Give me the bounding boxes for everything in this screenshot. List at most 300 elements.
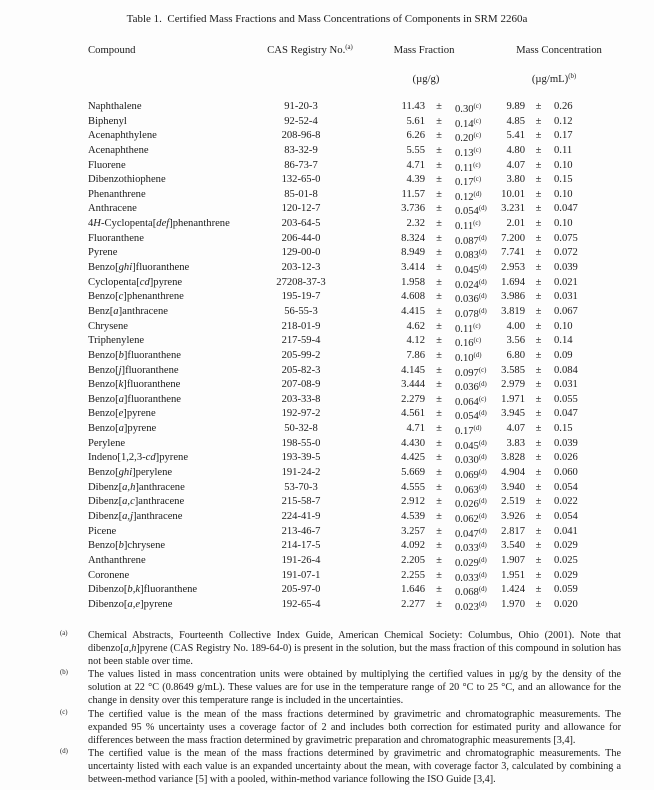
cas-number: 203-12-3	[281, 262, 321, 274]
mass-concentration-uncertainty: 0.084	[554, 364, 578, 376]
plus-minus-sign: ±	[436, 291, 442, 303]
mass-concentration-uncertainty: 0.022	[554, 496, 578, 508]
cas-number: 86-73-7	[284, 159, 318, 171]
mass-concentration-value: 4.85	[506, 115, 525, 127]
mass-concentration-uncertainty: 0.025	[554, 554, 578, 566]
mass-fraction-unit: (µg/g)	[412, 73, 440, 85]
plus-minus-sign: ±	[535, 115, 542, 127]
uncertainty-footnote-marker: (d)	[478, 439, 487, 447]
mass-fraction-value: 2.279	[401, 393, 425, 405]
mass-fraction-uncertainty: 0.029$^{(d)}$	[455, 556, 487, 569]
plus-minus-sign: ±	[436, 569, 442, 581]
compound-name: Dibenzo[a,e]pyrene	[88, 598, 173, 610]
mass-concentration-uncertainty: 0.072	[554, 247, 578, 259]
mass-fraction-value: 4.092	[401, 540, 425, 552]
mass-fraction-value: 11.57	[401, 188, 425, 200]
cas-number: 198-55-0	[281, 437, 321, 449]
mass-fraction-value: 4.539	[401, 510, 425, 522]
cas-number: 50-32-8	[284, 423, 318, 435]
plus-minus-sign: ±	[535, 101, 542, 112]
mass-concentration-unit	[494, 73, 614, 85]
uncertainty-footnote-marker: (d)	[478, 498, 487, 506]
plus-minus-sign: ±	[436, 115, 442, 127]
mass-concentration-uncertainty: 0.10	[554, 320, 573, 332]
plus-minus-sign: ±	[436, 467, 442, 479]
mass-concentration-uncertainty: 0.020	[554, 598, 578, 610]
mass-fraction-value: 4.71	[406, 159, 425, 171]
mass-concentration-uncertainty: 0.17	[554, 130, 573, 142]
plus-minus-sign: ±	[535, 291, 542, 303]
mass-fraction-value: 5.55	[406, 144, 425, 156]
compound-name: Fluoranthene	[88, 232, 144, 244]
mass-concentration-value: 10.01	[501, 188, 525, 200]
mass-fraction-uncertainty: 0.036$^{(d)}$	[455, 381, 487, 394]
column-header-compound: Compound	[88, 44, 136, 56]
uncertainty-footnote-marker: (d)	[478, 483, 487, 491]
compound-name: Picene	[88, 525, 117, 537]
uncertainty-footnote-marker: (d)	[478, 307, 487, 315]
uncertainty-footnote-marker: (d)	[478, 600, 487, 608]
compound-name: Benzo[j]fluoranthene	[88, 364, 179, 376]
table-row	[0, 305, 654, 320]
mass-fraction-uncertainty: 0.024$^{(d)}$	[455, 278, 487, 291]
cas-number: 53-70-3	[284, 481, 318, 493]
mass-concentration-value: 3.80	[506, 174, 525, 186]
cas-number: 192-97-2	[281, 408, 321, 420]
compound-name: Benzo[ghi]fluoranthene	[88, 262, 190, 274]
footnote-text: The values listed in mass concentration units were obtained by multiplying the certified values in µg/g by the density of the solution at 22 °C (0.8649 g/mL). These values are for use in the temperature range of 20 °C to 25 °C, and an allowance for the change in density over this temperature range is included in the uncertainties.	[88, 669, 621, 707]
uncertainty-footnote-marker: (c)	[473, 220, 481, 228]
mass-concentration-value: 9.89	[506, 101, 525, 112]
plus-minus-sign: ±	[436, 203, 442, 215]
table-row	[0, 393, 654, 408]
mass-fraction-uncertainty: 0.047$^{(d)}$	[455, 527, 487, 540]
mass-fraction-value: 2.32	[406, 218, 425, 230]
uncertainty-footnote-marker: (d)	[478, 234, 487, 242]
mass-fraction-value: 2.255	[401, 569, 425, 581]
plus-minus-sign: ±	[535, 423, 542, 435]
compound-name: Anthanthrene	[88, 554, 146, 566]
mass-fraction-uncertainty: 0.20$^{(c)}$	[455, 132, 482, 145]
plus-minus-sign: ±	[436, 554, 442, 566]
plus-minus-sign: ±	[535, 335, 542, 347]
table-row	[0, 510, 654, 525]
footnote-text: Chemical Abstracts, Fourteenth Collective Index Guide, American Chemical Society: Columbus, Ohio (2001). Note that dibenzo[a,h]pyrene (CAS Registry No. 189-64-0) is present in the solution, but the mass fraction of this compound in solution has not been stable over time.	[88, 630, 621, 668]
mass-fraction-value: 4.555	[401, 481, 425, 493]
plus-minus-sign: ±	[436, 437, 442, 449]
plus-minus-sign: ±	[436, 452, 442, 464]
plus-minus-sign: ±	[535, 203, 542, 215]
cas-number: 120-12-7	[281, 203, 321, 215]
table-row	[0, 583, 654, 598]
cas-number: 195-19-7	[281, 291, 321, 303]
plus-minus-sign: ±	[436, 393, 442, 405]
mass-fraction-value: 8.324	[401, 232, 425, 244]
mass-concentration-uncertainty: 0.059	[554, 584, 578, 596]
compound-name: Fluorene	[88, 159, 126, 171]
cas-number: 92-52-4	[284, 115, 318, 127]
cas-number: 192-65-4	[281, 598, 321, 610]
mass-concentration-value: 4.904	[501, 467, 525, 479]
mass-concentration-uncertainty: 0.029	[554, 540, 578, 552]
uncertainty-footnote-marker: (d)	[478, 512, 487, 520]
plus-minus-sign: ±	[436, 174, 442, 186]
cas-number: 56-55-3	[284, 305, 318, 317]
mass-concentration-value: 2.01	[506, 218, 525, 230]
table-body	[0, 100, 654, 612]
mass-fraction-uncertainty: 0.045$^{(d)}$	[455, 439, 487, 452]
cas-number: 132-65-0	[281, 174, 321, 186]
mass-concentration-uncertainty: 0.15	[554, 174, 573, 186]
plus-minus-sign: ±	[535, 510, 542, 522]
mass-concentration-value: 3.945	[501, 408, 525, 420]
compound-name: Indeno[1,2,3-cd]pyrene	[88, 452, 189, 464]
column-header-cas	[249, 44, 371, 56]
compound-name: Cyclopenta[cd]pyrene	[88, 276, 183, 288]
plus-minus-sign: ±	[436, 218, 442, 230]
mass-fraction-uncertainty: 0.087$^{(d)}$	[455, 234, 487, 247]
mass-fraction-uncertainty: 0.033$^{(d)}$	[455, 571, 487, 584]
compound-name: Dibenzo[b,k]fluoranthene	[88, 584, 198, 596]
plus-minus-sign: ±	[436, 540, 442, 552]
plus-minus-sign: ±	[436, 144, 442, 156]
mass-concentration-uncertainty: 0.041	[554, 525, 578, 537]
compound-name: 4H-Cyclopenta[def]phenanthrene	[88, 218, 230, 230]
compound-name: Anthracene	[88, 203, 137, 215]
uncertainty-footnote-marker: (c)	[478, 366, 487, 374]
uncertainty-footnote-marker: (d)	[478, 410, 487, 418]
footnote	[0, 629, 654, 668]
footnote-text: The certified value is the mean of the mass fractions determined by gravimetric and chromatographic measurements. The expanded 95 % uncertainty uses a coverage factor of 2 and includes both correction for estimated purity and allowance for differences between the mass fraction determined by gravimetric preparation and chromatographic measurements [3,4].	[88, 708, 621, 746]
mass-concentration-value: 2.953	[501, 262, 525, 274]
mass-concentration-uncertainty: 0.26	[554, 101, 573, 112]
compound-name: Perylene	[88, 437, 126, 449]
mass-fraction-uncertainty: 0.036$^{(d)}$	[455, 293, 487, 306]
uncertainty-footnote-marker: (d)	[478, 381, 487, 389]
mass-fraction-uncertainty: 0.078$^{(d)}$	[455, 307, 487, 320]
uncertainty-footnote-marker: (d)	[473, 425, 482, 433]
uncertainty-footnote-marker: (d)	[478, 469, 487, 477]
plus-minus-sign: ±	[535, 130, 542, 142]
mass-concentration-value: 4.07	[506, 423, 525, 435]
mass-fraction-value: 8.949	[401, 247, 425, 259]
compound-name: Pyrene	[88, 247, 118, 259]
compound-name: Benzo[b]fluoranthene	[88, 349, 181, 361]
table-row	[0, 554, 654, 569]
mass-fraction-uncertainty: 0.054$^{(d)}$	[455, 205, 487, 218]
plus-minus-sign: ±	[535, 569, 542, 581]
plus-minus-sign: ±	[535, 305, 542, 317]
cas-number: 217-59-4	[281, 335, 321, 347]
mass-concentration-uncertainty: 0.067	[554, 305, 578, 317]
mass-concentration-uncertainty: 0.054	[554, 481, 578, 493]
plus-minus-sign: ±	[535, 452, 542, 464]
table-row	[0, 173, 654, 188]
uncertainty-footnote-marker: (d)	[478, 556, 487, 564]
uncertainty-footnote-marker: (c)	[473, 103, 482, 110]
plus-minus-sign: ±	[535, 349, 542, 361]
cas-number: 129-00-0	[281, 247, 321, 259]
plus-minus-sign: ±	[436, 525, 442, 537]
mass-fraction-value: 5.669	[401, 467, 425, 479]
cas-header-text: CAS Registry No.	[267, 44, 346, 56]
uncertainty-footnote-marker: (d)	[473, 351, 482, 359]
mass-fraction-value: 2.277	[401, 598, 425, 610]
compound-name: Dibenz[a,j]anthracene	[88, 510, 183, 522]
table-row	[0, 202, 654, 217]
mass-concentration-value: 4.80	[506, 144, 525, 156]
mass-concentration-uncertainty: 0.15	[554, 423, 573, 435]
plus-minus-sign: ±	[535, 554, 542, 566]
plus-minus-sign: ±	[436, 262, 442, 274]
mass-fraction-uncertainty: 0.12$^{(d)}$	[455, 190, 482, 203]
mass-concentration-uncertainty: 0.031	[554, 291, 578, 303]
table-row	[0, 539, 654, 554]
compound-name: Naphthalene	[88, 101, 142, 112]
cas-header-footnote-marker: (a)	[345, 44, 353, 51]
table-row	[0, 320, 654, 335]
cas-number: 213-46-7	[281, 525, 321, 537]
plus-minus-sign: ±	[535, 174, 542, 186]
plus-minus-sign: ±	[436, 159, 442, 171]
mass-concentration-value: 4.00	[506, 320, 525, 332]
uncertainty-footnote-marker: (d)	[478, 586, 487, 594]
compound-name: Benzo[b]chrysene	[88, 540, 166, 552]
cas-number: 203-33-8	[281, 393, 321, 405]
mass-fraction-uncertainty: 0.13$^{(c)}$	[455, 146, 482, 159]
plus-minus-sign: ±	[436, 379, 442, 391]
compound-name: Benz[a]anthracene	[88, 305, 168, 317]
column-header-mass-concentration: Mass Concentration	[516, 44, 602, 56]
uncertainty-footnote-marker: (d)	[478, 249, 487, 257]
mass-fraction-uncertainty: 0.097$^{(c)}$	[455, 366, 487, 379]
plus-minus-sign: ±	[436, 408, 442, 420]
mass-fraction-value: 4.415	[401, 305, 425, 317]
mass-concentration-value: 1.971	[501, 393, 525, 405]
plus-minus-sign: ±	[535, 467, 542, 479]
mass-concentration-uncertainty: 0.060	[554, 467, 578, 479]
plus-minus-sign: ±	[436, 584, 442, 596]
mass-concentration-uncertainty: 0.039	[554, 262, 578, 274]
footnote-marker: (d)	[60, 747, 68, 755]
uncertainty-footnote-marker: (c)	[473, 322, 481, 330]
mass-fraction-value: 4.430	[401, 437, 425, 449]
cas-number: 207-08-9	[281, 379, 321, 391]
plus-minus-sign: ±	[535, 276, 542, 288]
mass-concentration-value: 2.817	[501, 525, 525, 537]
plus-minus-sign: ±	[436, 188, 442, 200]
mass-concentration-uncertainty: 0.075	[554, 232, 578, 244]
table-row	[0, 378, 654, 393]
uncertainty-footnote-marker: (d)	[478, 542, 487, 550]
compound-name: Phenanthrene	[88, 188, 146, 200]
mass-fraction-uncertainty: 0.083$^{(d)}$	[455, 249, 487, 262]
mass-fraction-uncertainty: 0.17$^{(c)}$	[455, 176, 482, 189]
table-row	[0, 159, 654, 174]
table-row	[0, 276, 654, 291]
mass-fraction-value: 3.444	[401, 379, 425, 391]
plus-minus-sign: ±	[436, 320, 442, 332]
cas-number: 191-26-4	[281, 554, 321, 566]
mass-fraction-value: 5.61	[406, 115, 425, 127]
table-row	[0, 525, 654, 540]
table-row	[0, 334, 654, 349]
mass-fraction-value: 2.205	[401, 554, 425, 566]
mass-concentration-uncertainty: 0.10	[554, 218, 573, 230]
mass-concentration-uncertainty: 0.029	[554, 569, 578, 581]
plus-minus-sign: ±	[535, 188, 542, 200]
compound-name: Benzo[a]fluoranthene	[88, 393, 181, 405]
mass-concentration-uncertainty: 0.039	[554, 437, 578, 449]
mass-concentration-value: 3.540	[501, 540, 525, 552]
mass-concentration-uncertainty: 0.09	[554, 349, 573, 361]
plus-minus-sign: ±	[436, 276, 442, 288]
cas-number: 205-99-2	[281, 349, 321, 361]
footnote	[0, 747, 654, 786]
compound-name: Dibenz[a,c]anthracene	[88, 496, 185, 508]
mass-concentration-value: 3.83	[506, 437, 525, 449]
cas-number: 205-82-3	[281, 364, 321, 376]
table-row	[0, 466, 654, 481]
plus-minus-sign: ±	[436, 335, 442, 347]
footnote-marker: (a)	[60, 630, 68, 637]
cas-number: 83-32-9	[284, 144, 318, 156]
plus-minus-sign: ±	[535, 525, 542, 537]
table-row	[0, 129, 654, 144]
compound-name: Acenaphthene	[88, 144, 149, 156]
mass-fraction-value: 4.608	[401, 291, 425, 303]
plus-minus-sign: ±	[535, 159, 542, 171]
plus-minus-sign: ±	[436, 349, 442, 361]
compound-name: Dibenz[a,h]anthracene	[88, 481, 185, 493]
mass-fraction-uncertainty: 0.16$^{(c)}$	[455, 337, 482, 350]
mass-concentration-uncertainty: 0.10	[554, 188, 573, 200]
plus-minus-sign: ±	[535, 262, 542, 274]
plus-minus-sign: ±	[436, 305, 442, 317]
mass-fraction-uncertainty: 0.030$^{(d)}$	[455, 454, 487, 467]
mass-fraction-uncertainty: 0.064$^{(c)}$	[455, 395, 487, 408]
mass-fraction-value: 3.736	[401, 203, 425, 215]
mass-concentration-value: 3.940	[501, 481, 525, 493]
plus-minus-sign: ±	[436, 130, 442, 142]
plus-minus-sign: ±	[436, 364, 442, 376]
table-row	[0, 144, 654, 159]
mass-concentration-uncertainty: 0.047	[554, 203, 578, 215]
compound-name: Biphenyl	[88, 115, 127, 127]
plus-minus-sign: ±	[535, 379, 542, 391]
uncertainty-footnote-marker: (c)	[473, 161, 481, 169]
mass-concentration-uncertainty: 0.12	[554, 115, 573, 127]
mass-concentration-value: 6.80	[506, 349, 525, 361]
table-row	[0, 349, 654, 364]
footnote-marker: (c)	[60, 708, 68, 716]
mass-concentration-value: 7.200	[501, 232, 525, 244]
cas-number: 214-17-5	[281, 540, 321, 552]
mc-unit-footnote-marker: (b)	[568, 73, 577, 80]
plus-minus-sign: ±	[436, 247, 442, 259]
mass-fraction-value: 6.26	[406, 130, 425, 142]
cas-number: 91-20-3	[284, 101, 318, 112]
table-row	[0, 422, 654, 437]
compound-name: Triphenylene	[88, 335, 145, 347]
uncertainty-footnote-marker: (c)	[478, 395, 487, 403]
plus-minus-sign: ±	[535, 364, 542, 376]
table-row	[0, 290, 654, 305]
table-title: Table 1. Certified Mass Fractions and Mass Concentrations of Components in SRM 2260a	[126, 13, 528, 25]
mass-fraction-uncertainty: 0.054$^{(d)}$	[455, 410, 487, 423]
compound-name: Benzo[k]fluoranthene	[88, 379, 181, 391]
mass-fraction-value: 11.43	[401, 101, 425, 112]
table-row	[0, 232, 654, 247]
table-row	[0, 481, 654, 496]
mass-concentration-uncertainty: 0.026	[554, 452, 578, 464]
mass-fraction-value: 4.145	[401, 364, 425, 376]
plus-minus-sign: ±	[535, 437, 542, 449]
table-row	[0, 407, 654, 422]
column-header-mass-fraction: Mass Fraction	[393, 44, 455, 56]
mass-fraction-value: 4.12	[406, 335, 425, 347]
uncertainty-footnote-marker: (c)	[473, 146, 482, 154]
cas-number: 218-01-9	[281, 320, 321, 332]
plus-minus-sign: ±	[535, 218, 542, 230]
footnote	[0, 668, 654, 707]
mass-fraction-value: 4.425	[401, 452, 425, 464]
compound-name: Benzo[ghi]perylene	[88, 467, 173, 479]
mass-concentration-uncertainty: 0.054	[554, 510, 578, 522]
mc-unit-text: (µg/mL)	[531, 73, 569, 85]
uncertainty-footnote-marker: (d)	[478, 278, 487, 286]
table-row	[0, 261, 654, 276]
compound-name: Coronene	[88, 569, 130, 581]
mass-fraction-uncertainty: 0.11$^{(c)}$	[455, 220, 481, 233]
mass-concentration-value: 7.741	[501, 247, 525, 259]
table-row	[0, 217, 654, 232]
mass-fraction-uncertainty: 0.023$^{(d)}$	[455, 600, 487, 613]
plus-minus-sign: ±	[436, 496, 442, 508]
cas-number: 224-41-9	[281, 510, 321, 522]
uncertainty-footnote-marker: (c)	[473, 337, 482, 345]
plus-minus-sign: ±	[535, 393, 542, 405]
mass-fraction-value: 1.958	[401, 276, 425, 288]
compound-name: Chrysene	[88, 320, 129, 332]
mass-concentration-value: 1.694	[501, 276, 525, 288]
table-row	[0, 100, 654, 115]
footnote-marker: (b)	[60, 669, 68, 677]
mass-concentration-uncertainty: 0.055	[554, 393, 578, 405]
plus-minus-sign: ±	[436, 481, 442, 493]
mass-fraction-uncertainty: 0.11$^{(c)}$	[455, 322, 481, 335]
mass-concentration-value: 1.970	[501, 598, 525, 610]
plus-minus-sign: ±	[535, 496, 542, 508]
uncertainty-footnote-marker: (c)	[473, 176, 482, 184]
cas-number: 208-96-8	[281, 130, 321, 142]
mass-fraction-value: 4.39	[406, 174, 425, 186]
footnote-text: The certified value is the mean of the mass fractions determined by gravimetric and chromatographic measurements. The uncertainty listed with each value is an expanded uncertainty about the mean, with coverage factor 3, calculated by combining a between-method variance [5] with a pooled, within-method variance following the ISO Guide [3,4].	[88, 747, 621, 786]
mass-fraction-uncertainty: 0.14$^{(c)}$	[455, 117, 482, 130]
mass-fraction-uncertainty: 0.062$^{(d)}$	[455, 512, 487, 525]
mass-concentration-value: 3.828	[501, 452, 525, 464]
plus-minus-sign: ±	[535, 247, 542, 259]
plus-minus-sign: ±	[535, 540, 542, 552]
plus-minus-sign: ±	[535, 584, 542, 596]
uncertainty-footnote-marker: (c)	[473, 117, 482, 125]
cas-number: 203-64-5	[281, 218, 321, 230]
table-row	[0, 364, 654, 379]
mass-concentration-value: 1.424	[501, 584, 525, 596]
plus-minus-sign: ±	[535, 320, 542, 332]
mass-fraction-uncertainty: 0.069$^{(d)}$	[455, 469, 487, 482]
mass-concentration-uncertainty: 0.11	[554, 144, 573, 156]
